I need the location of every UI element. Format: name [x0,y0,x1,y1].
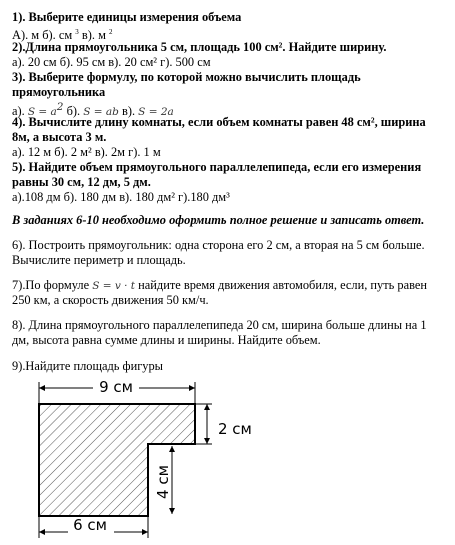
q1-option-a-exponent: 3 [75,28,79,36]
q3-label-c: в). [121,104,136,119]
q3-label-b: б). [66,104,81,119]
q1-title: 1). Выберите единицы измерения объема [12,10,242,24]
q4-title-line-2: 8м, а высота 3 м. [12,130,107,144]
q5-options: а).108 дм б). 180 дм в). 180 дм² г).180 дм³ [12,190,230,204]
top-label: 9 см [99,378,133,396]
q3-title-line-1: 3). Выберите формулу, по которой можно вычислить площадь [12,70,361,84]
q3-formula-a-exponent: 2 [56,101,64,113]
instruction: В заданиях 6-10 необходимо оформить полное решение и записать ответ. [12,213,425,227]
q7-prefix: 7).По формуле [12,278,90,292]
q6-line-2: Вычислите периметр и площадь. [12,253,186,267]
q7-suffix: найдите время движения автомобиля, если, путь равен [138,278,427,292]
q3-title-line-2: прямоугольника [12,85,106,99]
right-label: 2 см [218,420,252,438]
inner-label: 4 см [154,465,172,499]
q2-options: а). 20 см б). 95 см в). 20 см² г). 500 см [12,55,211,69]
q3-formula-c: S = 2a [138,106,174,119]
q1-option-b-exponent: 2 [109,28,113,36]
q3-formula-b: S = ab [83,106,119,119]
q5-title-line-2: равны 30 см, 12 дм, 5 дм. [12,175,151,189]
dimension-line-right [195,404,212,444]
bottom-label: 6 см [73,516,107,534]
q7-formula: S = v · t [92,280,136,292]
q8-line-2: дм, высота равна сумме длины и ширины. Найдите объем. [12,333,321,347]
q9-title: 9).Найдите площадь фигуры [12,359,164,373]
q2-title: 2).Длина прямоугольника 5 см, площадь 100 см². Найдите ширину. [12,40,387,54]
q6-line-1: 6). Построить прямоугольник: одна сторона его 2 см, а вторая на 5 см больше. [12,238,425,252]
q4-title-line-1: 4). Вычислите длину комнаты, если объем комнаты равен 48 см², ширина [12,115,426,129]
q3-label-a: а). [12,104,25,119]
q8-line-1: 8). Длина прямоугольного параллелепипеда 20 см, ширина больше длины на 1 [12,318,427,332]
q7-line-2: 250 км, а скорость движения 50 км/ч. [12,293,209,307]
q4-options: а). 12 м б). 2 м² в). 2м г). 1 м [12,145,161,159]
q5-title-line-1: 5). Найдите объем прямоугольного параллелепипеда, если его измерения [12,160,422,174]
q3-formula-a: S = a [27,106,57,119]
q1-option-b: в). м [81,28,106,43]
q1-option-a: А). м б). см [12,28,73,43]
